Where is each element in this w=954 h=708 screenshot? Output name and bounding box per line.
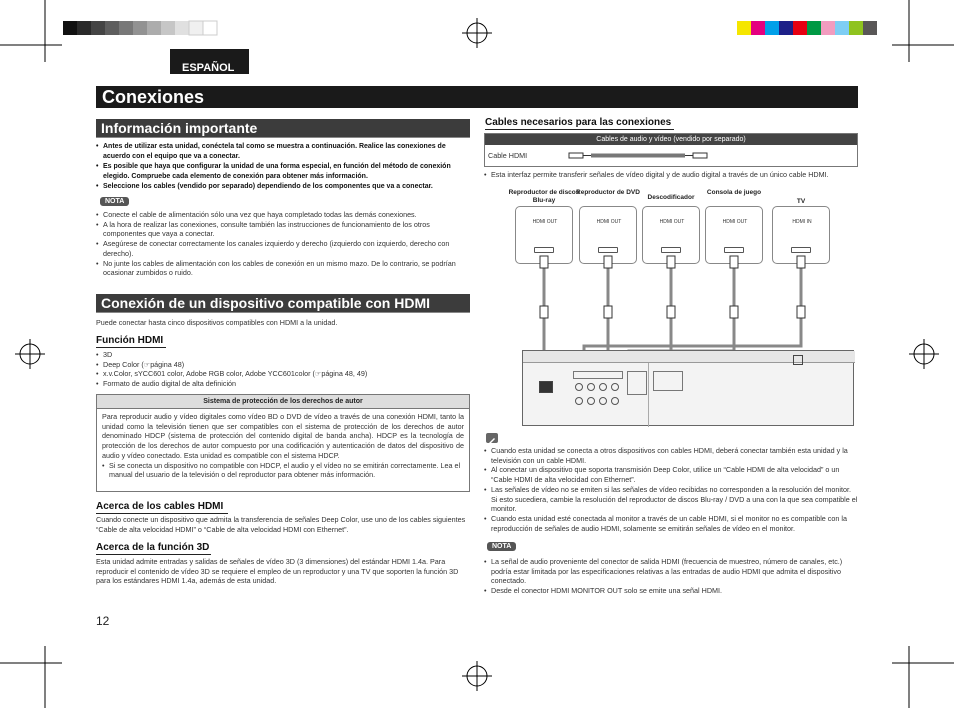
list-item: • Seleccione los cables (vendido por separado) dependiendo de los componentes que va a conectar.: [96, 182, 470, 192]
connection-diagram: [484, 186, 858, 426]
list-item: • x.v.Color, sYCC601 color, Adobe RGB color, Adobe YCC601color (☞página 48, 49): [96, 369, 470, 379]
list-item: • Cuando esta unidad esté conectada al monitor a través de un cable HDMI, si el monitor no es compatible con la reproducción de señales de audio HDMI, solamente se emitirán señales de vídeo en el monitor.: [484, 514, 858, 533]
port-label: HDMI IN: [792, 219, 812, 225]
memo-icon: [486, 433, 498, 443]
hdmi-intro: Puede conectar hasta cinco dispositivos compatibles con HDMI a la unidad.: [96, 318, 338, 327]
nota-label: NOTA: [100, 197, 129, 206]
list-item: • 3D: [96, 350, 470, 360]
right-notes-list: [484, 557, 858, 596]
device-label: Consola de juego: [706, 189, 762, 196]
list-item: • Conecte el cable de alimentación sólo una vez que haya completado todas las demás conexiones.: [96, 210, 470, 220]
page-title: Conexiones: [96, 86, 858, 108]
subtitle-funcion-3d: Acerca de la función 3D: [96, 542, 210, 553]
list-item: • La señal de audio proveniente del conector de salida HDMI (frecuencia de muestreo, número de canales, etc.) podría estar limitada por las especificaciones relativas a las entradas de audio HDMI que admita el dispositivo conectado.: [484, 557, 858, 586]
cable-table-head: Cables de audio y vídeo (vendido por separado): [485, 134, 857, 145]
list-item: • No junte los cables de alimentación con los cables de conexión en un mismo mazo. De lo contrario, se podrían ocasionar zumbidos o ruido.: [96, 259, 470, 278]
subtitle-cables-necesarios: Cables necesarios para las conexiones: [485, 117, 674, 130]
list-item: • Asegúrese de conectar correctamente los canales izquierdo y derecho (izquierdo con izquierdo, derecho con derecho).: [96, 239, 470, 258]
info-bold-list: [96, 142, 470, 192]
page-number: 12: [96, 614, 110, 628]
subtitle-cables-hdmi: Acerca de los cables HDMI: [96, 501, 228, 514]
device-label: TV: [796, 198, 806, 205]
port-label: HDMI OUT: [532, 219, 558, 225]
cables-hdmi-text: Cuando conecte un dispositivo que admita la transferencia de señales Deep Color, use uno de los cables siguientes “Cable de alta velocidad HDMI” o “Cable de alta velocidad HDMI con Ethernet”.: [96, 515, 466, 534]
hdmi-cable-icon: [565, 149, 725, 163]
cable-table: [484, 133, 858, 167]
subtitle-funcion-hdmi: Función HDMI: [96, 335, 166, 348]
port-label: HDMI OUT: [659, 219, 685, 225]
list-item: • A la hora de realizar las conexiones, consulte también las instrucciones de funcionamiento de los otros componentes que vaya a conectar.: [96, 220, 470, 239]
list-item: • Al conectar un dispositivo que soporta transmisión Deep Color, utilice un “Cable HDMI de alta velocidad” o un “Cable HDMI de alta velocidad con Ethernet”.: [484, 465, 858, 484]
list-item: • Esta interfaz permite transferir señales de vídeo digital y de audio digital a través de un único cable HDMI.: [484, 170, 858, 180]
hdcp-box-bullets: [97, 461, 469, 480]
cable-hdmi-label: Cable HDMI: [488, 151, 528, 160]
device-label: Reproductor de discos Blu-ray: [508, 189, 580, 204]
list-item: • Las señales de vídeo no se emiten si las señales de vídeo recibidas no corresponden a la resolución del monitor. Si esto sucediera, cambie la resolución del reproductor de discos Blu-ray / DVD a una con la que sea compatible el monitor.: [484, 485, 858, 514]
device-label: Reproductor de DVD: [576, 189, 640, 196]
list-item: • Antes de utilizar esta unidad, conéctela tal como se muestra a continuación. Realice las conexiones de acuerdo con el equipo que va a conectar.: [96, 142, 470, 162]
receiver-rear-panel: [522, 350, 854, 426]
memo-list: [484, 446, 858, 533]
list-item: • Desde el conector HDMI MONITOR OUT solo se emite una señal HDMI.: [484, 586, 858, 596]
hdcp-box-text: Para reproducir audio y vídeo digitales como vídeo BD o DVD de vídeo a través de una conexión HDMI, tanto la unidad como la televisión tienen que ser compatibles con el sistema de protección de los derechos de autor denominado HDCP (sistema de protección del contenido digital de banda ancha). HDCP es la tecnología de protección de los derechos de autor compuesto por una codificación y autenticación de datos del dispositivo de audio y vídeo conectado. Esta unidad es compatible con el sistema HDCP.: [102, 412, 464, 460]
section-title-info: Información importante: [96, 119, 470, 138]
list-item: • Cuando esta unidad se conecta a otros dispositivos con cables HDMI, deberá conectar también esta unidad y la televisión con un cable HDMI.: [484, 446, 858, 465]
list-item: • Si se conecta un dispositivo no compatible con HDCP, el audio y el vídeo no se emitirán correctamente. Lea el manual del usuario de la televisión o del reproductor para obtener más información.: [102, 461, 464, 480]
funcion-hdmi-list: [96, 350, 470, 389]
hdcp-box-title: Sistema de protección de los derechos de autor: [97, 395, 469, 409]
gray-bar: [63, 21, 217, 35]
list-item: • Deep Color (☞página 48): [96, 360, 470, 370]
device-label: Descodificador: [647, 194, 695, 201]
color-bar: [737, 21, 877, 35]
cables-note: [484, 170, 858, 180]
language-tab: ESPAÑOL: [170, 49, 249, 74]
port-label: HDMI OUT: [722, 219, 748, 225]
list-item: • Formato de audio digital de alta definición: [96, 379, 470, 389]
hdcp-box: [96, 394, 470, 492]
info-notes-list: [96, 210, 470, 278]
section-title-hdmi: Conexión de un dispositivo compatible con HDMI: [96, 294, 470, 313]
nota-label: NOTA: [487, 542, 516, 551]
list-item: • Es posible que haya que configurar la unidad de una forma especial, en función del método de conexión elegido. Compruebe cada elemento de conexión para obtener más información.: [96, 162, 470, 182]
port-label: HDMI OUT: [596, 219, 622, 225]
funcion-3d-text: Esta unidad admite entradas y salidas de señales de vídeo 3D (3 dimensiones) del estándar HDMI 1.4a. Para reproducir el contenido de vídeo 3D se requiere el empleo de un reproductor y una TV que soporten la función 3D para los estándares HDMI 1.4a, además de esta unidad.: [96, 557, 459, 586]
